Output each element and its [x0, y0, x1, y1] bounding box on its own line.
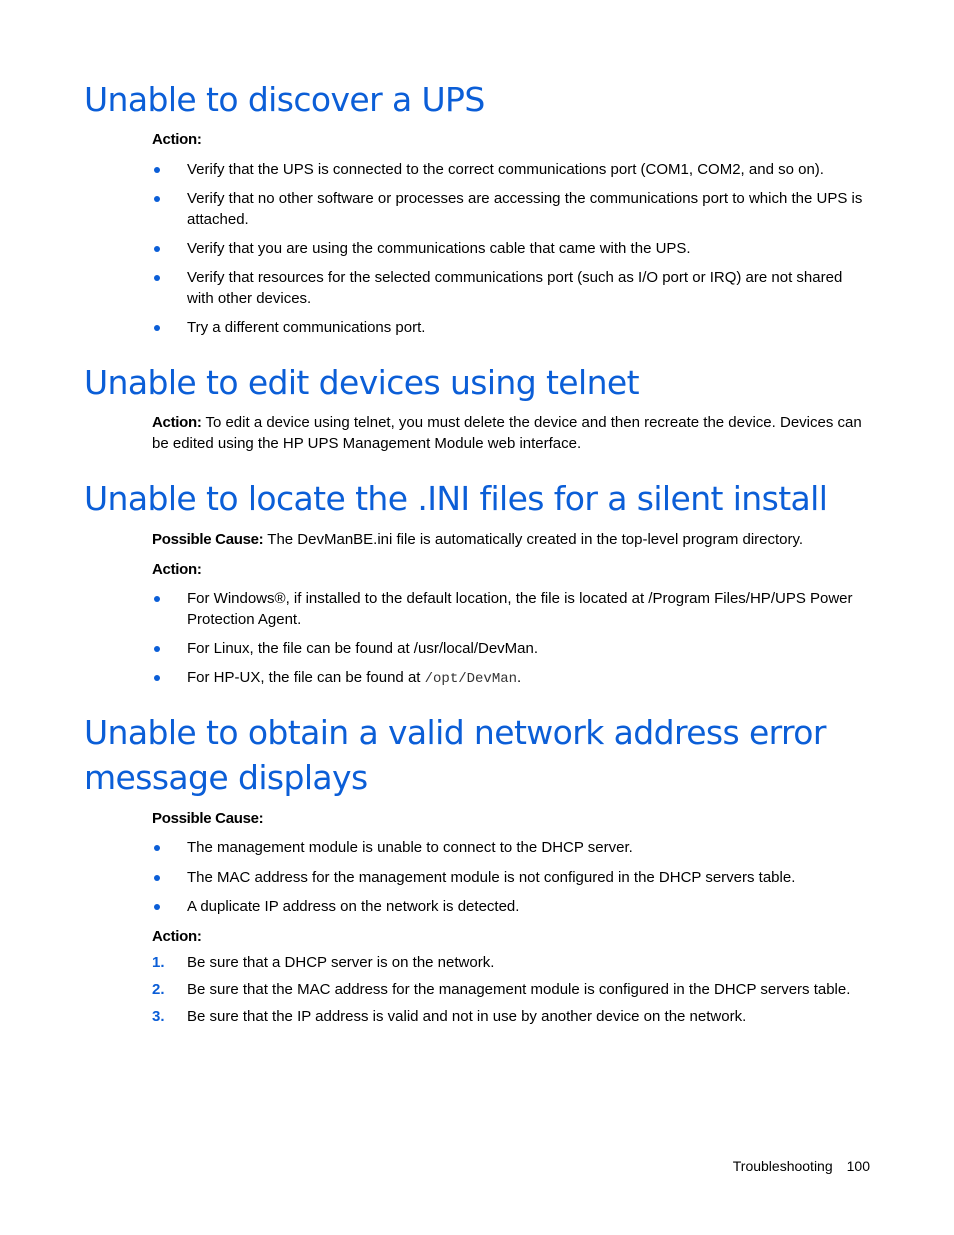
- bullet-icon: [154, 646, 160, 652]
- section-heading-locate-ini: Unable to locate the .INI files for a silent install: [84, 479, 828, 518]
- section-heading-discover-ups: Unable to discover a UPS: [84, 80, 485, 119]
- action-label: Action:: [152, 928, 202, 945]
- page-footer: [733, 1158, 870, 1174]
- bullet-icon: [154, 675, 160, 681]
- action-label: Action:: [152, 131, 202, 148]
- section-heading-network-address: Unable to obtain a valid network address error: [84, 713, 826, 752]
- step-number: 2.: [152, 981, 165, 998]
- bullet-icon: [154, 875, 160, 881]
- document-page: Unable to discover a UPS Action: Verify that the UPS is connected to the correct communications port (COM1, COM2, and so on). Verify that no other software or processes are accessing the communications port to which the UPS is attached. Verify that you are using the communications cable that came with the UPS. Verify that resources for the selected communications port (such as I/O port or IRQ) are not shared with other devices. Try a different communications port. Unable to edit devices using telnet Action: To edit a device using telnet, you must delete the device and then recreate the device. Devices can be edited using the HP UPS Management Module web interface. Unable to locate the .INI files for a silent install Possible Cause: The DevManBE.ini file is automatically created in the top-level program directory. Action: For Windows®, if installed to the default location, the file is located at /Program Files/HP/UPS Power Protection Agent. For Linux, the file can be found at /usr/local/DevMan. For HP-UX, the file can be found at /opt/DevMan. Unable to obtain a valid network address error message displays Possible Cause: The management module is unable to connect to the DHCP server. The MAC address for the management module is not configured in the DHCP servers table. A duplicate IP address on the network is detected. Action: 1. Be sure that a DHCP server is on the network. 2. Be sure that the MAC address for the management module is configured in the DHCP servers table. 3. Be sure that the IP address is valid and not in use by another device on the network. Troubleshooting 100: [0, 0, 954, 1235]
- cause-label: Possible Cause:: [152, 810, 264, 827]
- section-heading-edit-telnet: Unable to edit devices using telnet: [84, 363, 639, 402]
- step-number: 1.: [152, 954, 165, 971]
- bullet-icon: [154, 246, 160, 252]
- step-number: 3.: [152, 1008, 165, 1025]
- bullet-icon: [154, 275, 160, 281]
- action-paragraph: Action: To edit a device using telnet, you must delete the device and then recreate the device. Devices can be edited using the HP UPS Management Module web interface.: [152, 414, 862, 452]
- footer-section-name: Troubleshooting: [732, 1158, 833, 1174]
- bullet-icon: [154, 845, 160, 851]
- bullet-icon: [154, 596, 160, 602]
- page-number: 100: [846, 1158, 870, 1174]
- bullet-icon: [154, 167, 160, 173]
- bullet-icon: [154, 904, 160, 910]
- bullet-icon: [154, 325, 160, 331]
- action-label: Action:: [152, 561, 202, 578]
- section-heading-network-address-line2: message displays: [84, 758, 368, 797]
- bullet-icon: [154, 196, 160, 202]
- cause-paragraph: Possible Cause: The DevManBE.ini file is automatically created in the top-level program directory.: [152, 531, 804, 548]
- code-path: /opt/DevMan: [424, 671, 518, 687]
